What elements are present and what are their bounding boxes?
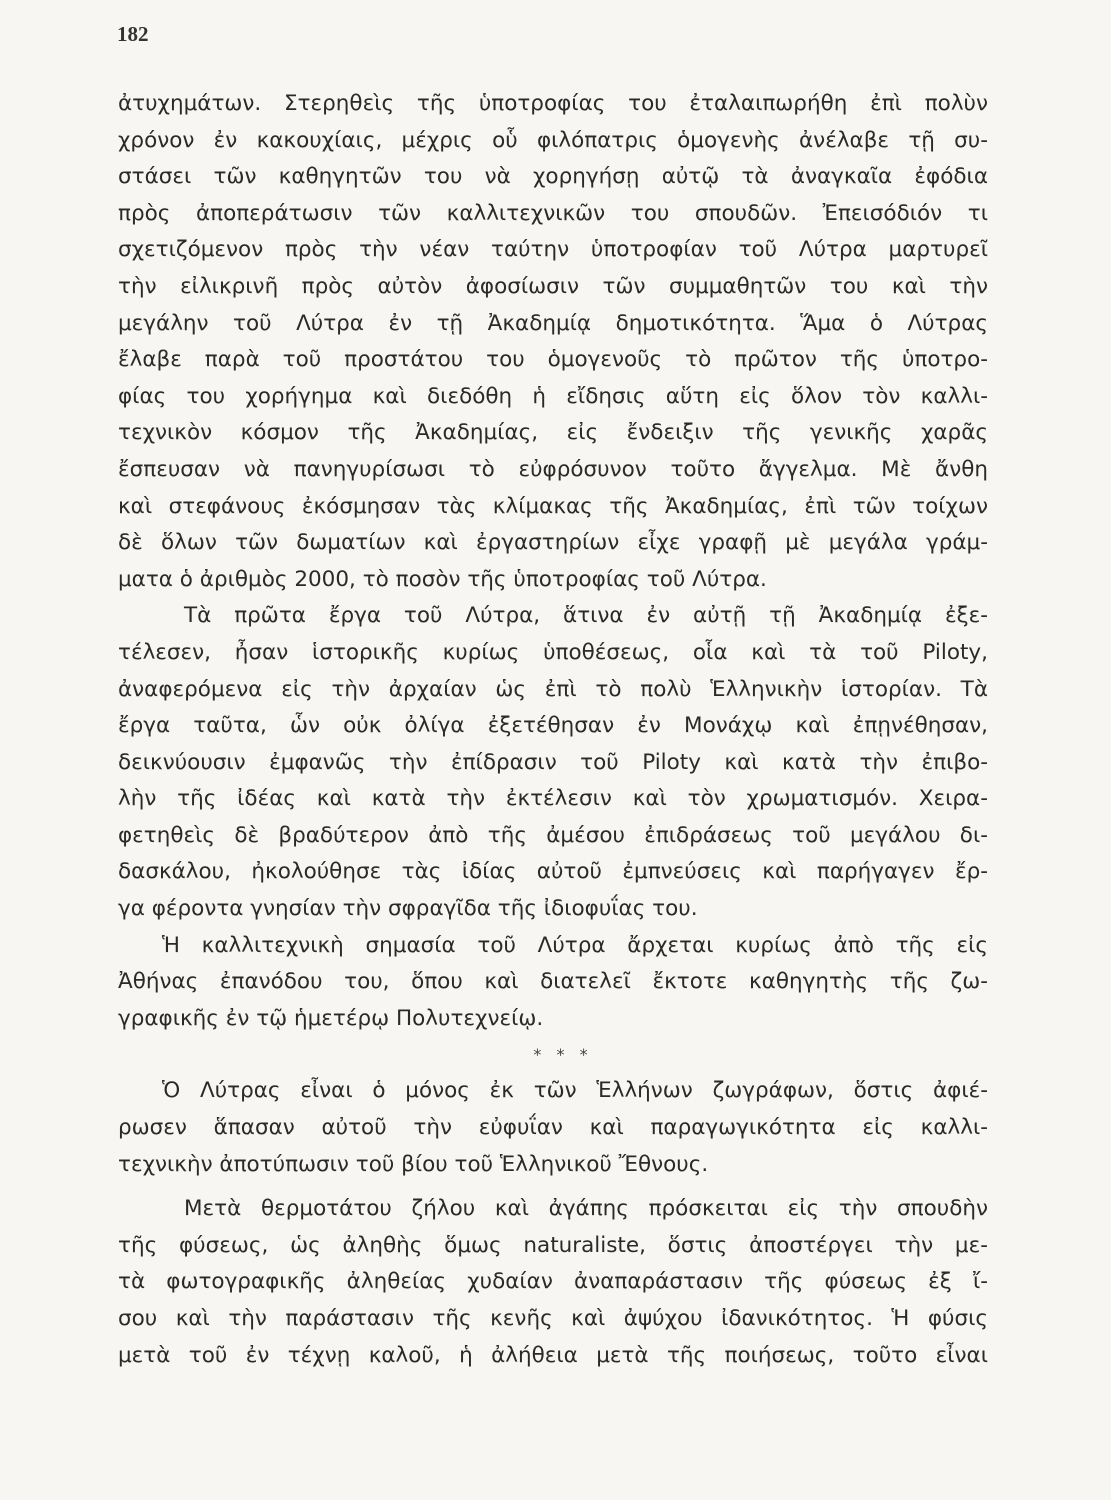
text-line: σου καὶ τὴν παράστασιν τῆς κενῆς καὶ ἀψύχου ἰδανικότητος. Ἡ φύσις <box>118 1306 988 1331</box>
text-line: τέλεσεν, ἦσαν ἱστορικῆς κυρίως ὑποθέσεως, οἷα καὶ τὰ τοῦ Piloty, <box>118 639 988 665</box>
paragraph-2 <box>118 598 988 927</box>
text-line: δὲ ὅλων τῶν δωματίων καὶ ἐργαστηρίων εἶχε γραφῇ μὲ μεγάλα γράμ- <box>118 530 988 556</box>
text-line: Ἀθήνας ἐπανόδου του, ὅπου καὶ διατελεῖ ἔκτοτε καθηγητὴς τῆς ζω- <box>118 969 988 995</box>
paragraph-4 <box>118 1073 988 1183</box>
paragraph-3 <box>118 928 988 1038</box>
text-line: καὶ στεφάνους ἐκόσμησαν τὰς κλίμακας τῆς Ἀκαδημίας, ἐπὶ τῶν τοίχων <box>118 493 988 519</box>
page-body <box>118 86 988 1374</box>
text-line: ἔσπευσαν νὰ πανηγυρίσωσι τὸ εὐφρόσυνον τοῦτο ἄγγελμα. Μὲ ἄνθη <box>118 456 988 482</box>
text-line: φίας του χορήγημα καὶ διεδόθη ἡ εἴδησις αὕτη εἰς ὅλον τὸν καλλι- <box>118 383 988 409</box>
text-line: μεγάλην τοῦ Λύτρα ἐν τῇ Ἀκαδημίᾳ δημοτικότητα. Ἅμα ὁ Λύτρας <box>118 310 988 336</box>
text-line: χρόνον ἐν κακουχίαις, μέχρις οὗ φιλόπατρις ὁμογενὴς ἀνέλαβε τῇ συ- <box>118 127 988 153</box>
text-line: γα φέροντα γνησίαν τὴν σφραγῖδα τῆς ἰδιοφυΐας του. <box>118 896 698 922</box>
text-line: σχετιζόμενον πρὸς τὴν νέαν ταύτην ὑποτροφίαν τοῦ Λύτρα μαρτυρεῖ <box>118 237 988 263</box>
text-line: ἔλαβε παρὰ τοῦ προστάτου του ὁμογενοῦς τὸ πρῶτον τῆς ὑποτρο- <box>118 347 988 373</box>
text-line: πρὸς ἀποπεράτωσιν τῶν καλλιτεχνικῶν του σπουδῶν. Ἐπεισόδιόν τι <box>118 200 988 226</box>
text-line: ρωσεν ἅπασαν αὐτοῦ τὴν εὐφυΐαν καὶ παραγωγικότητα εἰς καλλι- <box>118 1115 988 1141</box>
text-line: ἀναφερόμενα εἰς τὴν ἀρχαίαν ὡς ἐπὶ τὸ πολὺ Ἑλληνικὴν ἱστορίαν. Τὰ <box>118 676 988 702</box>
text-line: ματα ὁ ἀριθμὸς 2000, τὸ ποσὸν τῆς ὑποτροφίας τοῦ Λύτρα. <box>118 566 767 592</box>
text-line: δασκάλου, ἠκολούθησε τὰς ἰδίας αὐτοῦ ἐμπνεύσεις καὶ παρήγαγεν ἔρ- <box>118 859 988 885</box>
page-number: 182 <box>117 22 149 46</box>
paragraph-5 <box>118 1191 988 1374</box>
text-line: στάσει τῶν καθηγητῶν του νὰ χορηγήσῃ αὐτῷ τὰ ἀναγκαῖα ἐφόδια <box>118 164 988 190</box>
text-line: μετὰ τοῦ ἐν τέχνῃ καλοῦ, ἡ ἀλήθεια μετὰ τῆς ποιήσεως, τοῦτο εἶναι <box>118 1342 988 1368</box>
paragraph-1 <box>118 86 988 598</box>
text-line: τὰ φωτογραφικῆς ἀληθείας χυδαίαν ἀναπαράστασιν τῆς φύσεως ἐξ ἴ- <box>118 1269 988 1295</box>
text-line: φετηθεὶς δὲ βραδύτερον ἀπὸ τῆς ἀμέσου ἐπιδράσεως τοῦ μεγάλου δι- <box>118 822 988 848</box>
text-line: Ὁ Λύτρας εἶναι ὁ μόνος ἐκ τῶν Ἑλλήνων ζωγράφων, ὅστις ἀφιέ- <box>162 1078 988 1104</box>
text-line: Μετὰ θερμοτάτου ζήλου καὶ ἀγάπης πρόσκειται εἰς τὴν σπουδὴν <box>184 1196 988 1222</box>
text-line: τῆς φύσεως, ὡς ἀληθὴς ὅμως naturaliste, ὅστις ἀποστέργει τὴν με- <box>118 1232 988 1258</box>
text-line: γραφικῆς ἐν τῷ ἡμετέρῳ Πολυτεχνείῳ. <box>118 1005 544 1031</box>
text-line: Ἡ καλλιτεχνικὴ σημασία τοῦ Λύτρα ἄρχεται κυρίως ἀπὸ τῆς εἰς <box>162 932 988 958</box>
text-line: λὴν τῆς ἰδέας καὶ κατὰ τὴν ἐκτέλεσιν καὶ τὸν χρωματισμόν. Χειρα- <box>118 786 988 812</box>
text-line: Τὰ πρῶτα ἔργα τοῦ Λύτρα, ἅτινα ἐν αὐτῇ τῇ Ἀκαδημίᾳ ἐξε- <box>184 603 988 629</box>
text-line: ἀτυχημάτων. Στερηθεὶς τῆς ὑποτροφίας του ἐταλαιπωρήθη ἐπὶ πολὺν <box>118 91 988 116</box>
text-line: τὴν εἰλικρινῆ πρὸς αὐτὸν ἀφοσίωσιν τῶν συμμαθητῶν του καὶ τὴν <box>118 273 988 299</box>
section-separator: * * * <box>533 1045 593 1065</box>
text-line: ἔργα ταῦτα, ὧν οὐκ ὀλίγα ἐξετέθησαν ἐν Μονάχῳ καὶ ἐπῃνέθησαν, <box>118 713 988 739</box>
text-line: δεικνύουσιν ἐμφανῶς τὴν ἐπίδρασιν τοῦ Piloty καὶ κατὰ τὴν ἐπιβο- <box>118 749 988 775</box>
text-line: τεχνικὸν κόσμον τῆς Ἀκαδημίας, εἰς ἔνδειξιν τῆς γενικῆς χαρᾶς <box>118 420 988 446</box>
text-line: τεχνικὴν ἀποτύπωσιν τοῦ βίου τοῦ Ἑλληνικοῦ Ἔθνους. <box>118 1151 709 1177</box>
